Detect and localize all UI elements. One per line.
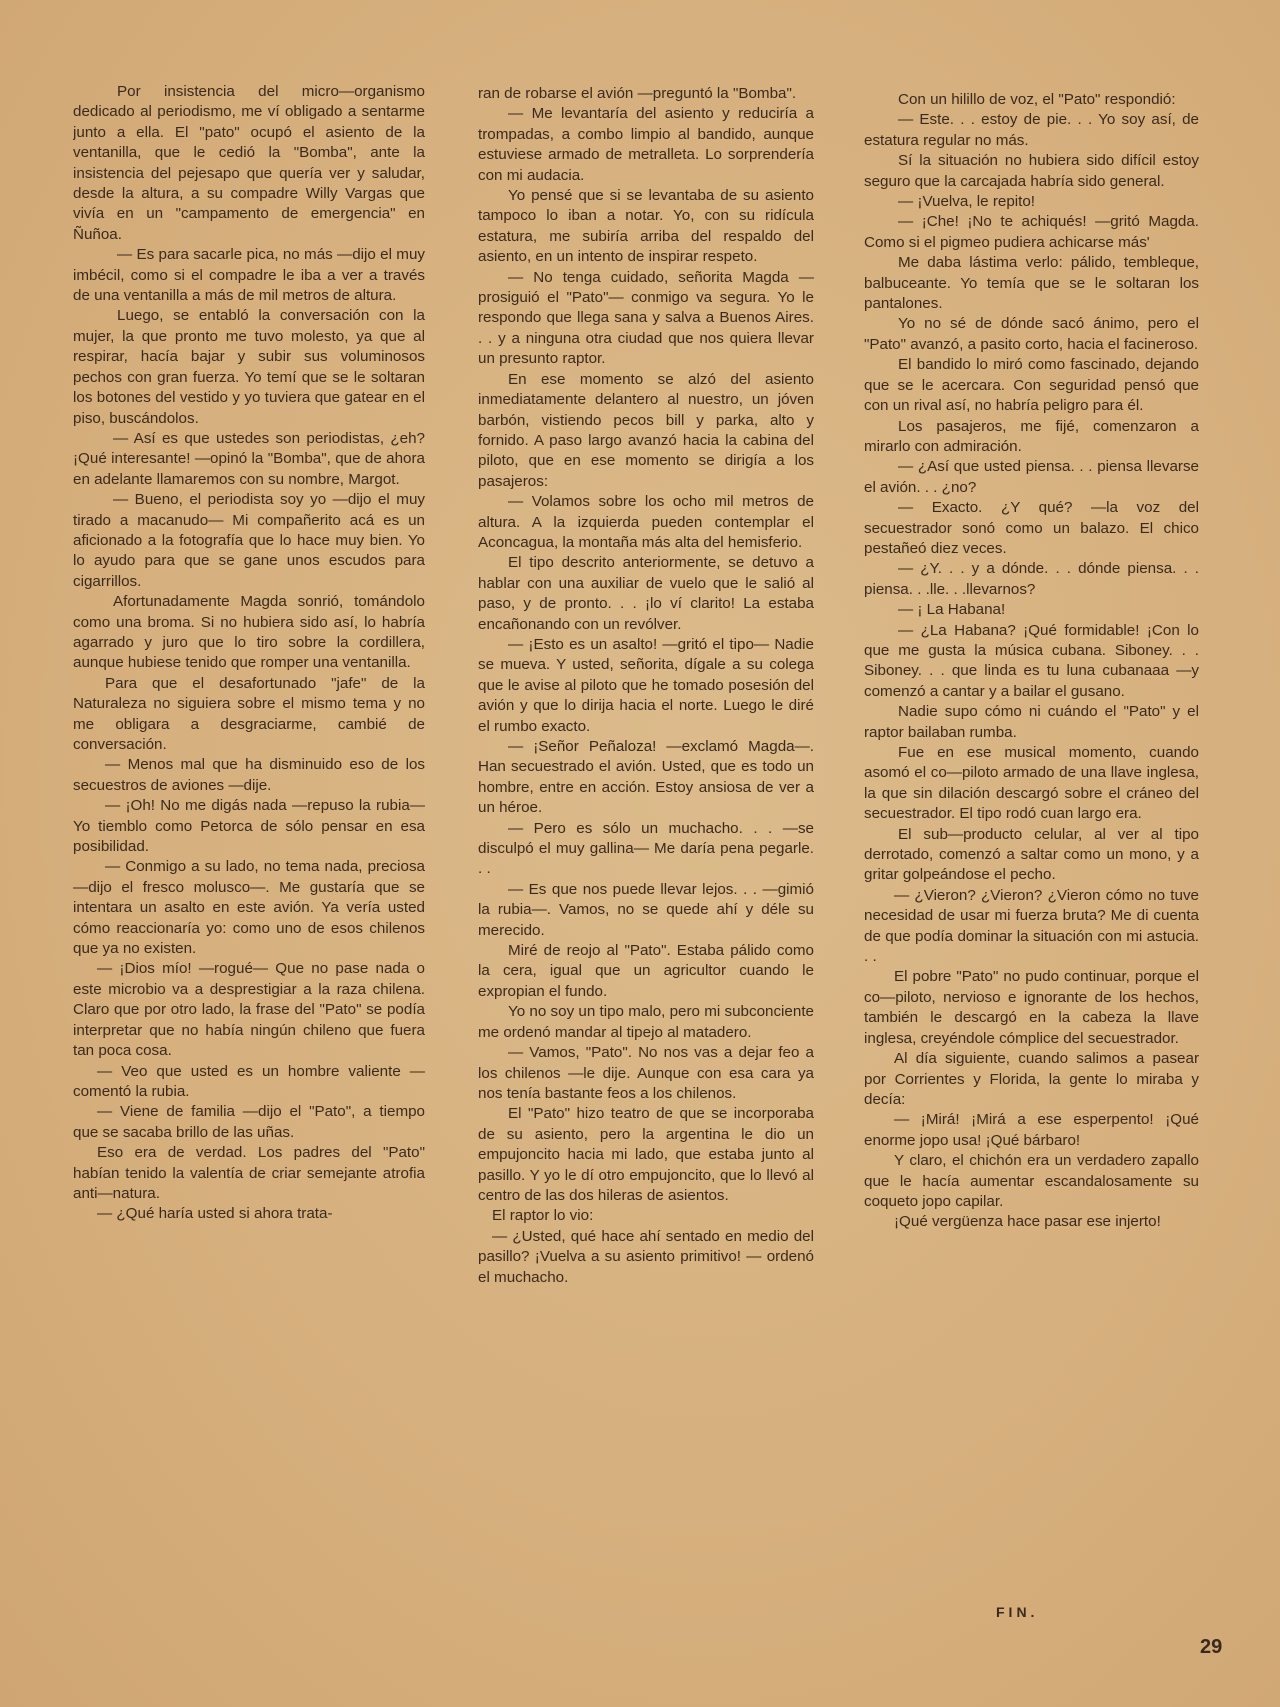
- paragraph: Nadie supo cómo ni cuándo el "Pato" y el raptor bailaban rumba.: [864, 703, 1199, 741]
- paragraph: Con un hilillo de voz, el "Pato" respondió:: [898, 91, 1176, 108]
- paragraph: Para que el desafortunado "jafe" de la Naturaleza no siguiera sobre el mismo tema y no me obligara a desgraciarme, cambié de conversación.: [73, 674, 425, 753]
- paragraph: — ¡Mirá! ¡Mirá a ese esperpento! ¡Qué enorme jopo usa! ¡Qué bárbaro!: [864, 1111, 1199, 1149]
- paragraph: Por insistencia del micro—organismo dedicado al periodismo, me ví obligado a sentarme junto a ella. El "pato" ocupó el asiento de la ventanilla, que le cedió la "Bomba", ante la insistencia del pejesapo que quería ver y saludar, desde la altura, a su compadre Willy Vargas que vivía en un "campamento de emergencia" en Ñuñoa.: [73, 83, 425, 243]
- paragraph: — Exacto. ¿Y qué? —la voz del secuestrador sonó como un balazo. El chico pestañeó diez veces.: [864, 499, 1199, 557]
- paragraph: Afortunadamente Magda sonrió, tomándolo como una broma. Si no hubiera sido así, lo habría agarrado y juro que lo tiro sobre la cordillera, aunque hubiese tenido que romper una ventanilla.: [73, 593, 425, 672]
- paragraph: Eso era de verdad. Los padres del "Pato" habían tenido la valentía de criar semejante atrofia anti—natura.: [73, 1144, 425, 1202]
- paragraph: — Este. . . estoy de pie. . . Yo soy así, de estatura regular no más.: [864, 111, 1199, 149]
- text-column-middle: [478, 84, 814, 1624]
- paragraph: — ¡Señor Peñaloza! —exclamó Magda—. Han secuestrado el avión. Usted, que es todo un hombre, entre en acción. Estoy ansiosa de ver a un héroe.: [478, 738, 814, 817]
- paragraph: — ¡Vuelva, le repito!: [898, 193, 1036, 211]
- paragraph: Me daba lástima verlo: pálido, tembleque, balbuceante. Yo temía que se le soltaran los pantalones.: [864, 254, 1199, 313]
- paragraph: — Veo que usted es un hombre valiente —comentó la rubia.: [73, 1062, 425, 1100]
- paragraph: — ¿La Habana? ¡Qué formidable! ¡Con lo que me gusta la música cubana. Siboney. . . Siboney. . . que linda es tu luna cubanaaa —y comenzó a cantar y a bailar el gusano.: [864, 621, 1199, 700]
- paragraph: Yo no sé de dónde sacó ánimo, pero el "Pato" avanzó, a pasito corto, hacia el facineroso.: [864, 315, 1199, 353]
- paragraph: Fue en ese musical momento, cuando asomó el co—piloto armado de una llave inglesa, la que sin dilación descargó sobre el cráneo del secuestrador. El tipo rodó cuan largo era.: [864, 744, 1199, 823]
- paragraph: Y claro, el chichón era un verdadero zapallo que le hacía aumentar escandalosamente su coqueto jopo capilar.: [864, 1152, 1199, 1210]
- paragraph: — ¡Che! ¡No te achiqués! —gritó Magda. Como si el pigmeo pudiera achicarse más': [864, 213, 1199, 251]
- text-column-left: [73, 82, 425, 1622]
- paragraph: — ¿Así que usted piensa. . . piensa llevarse el avión. . . ¿no?: [864, 458, 1199, 496]
- paragraph: — Vamos, "Pato". No nos vas a dejar feo a los chilenos —le dije. Aunque con esa cara ya nos tenía bastante feos a los chilenos.: [478, 1044, 814, 1102]
- paragraph: — Es para sacarle pica, no más —dijo el muy imbécil, como si el compadre le iba a ver a través de una ventanilla a más de mil metros de altura.: [73, 246, 425, 305]
- paragraph: Luego, se entabló la conversación con la mujer, la que pronto me tuvo molesto, ya que al respirar, hacía bajar y subir sus voluminosos pechos con gran fuerza. Yo temí que se le soltaran los botones del vestido y yo tuviera que gatear en el piso, buscándolos.: [73, 307, 425, 427]
- paragraph: — Así es que ustedes son periodistas, ¿eh? ¡Qué interesante! —opinó la "Bomba", que de ahora en adelante llamaremos con su nombre, Margot.: [73, 429, 425, 488]
- paragraph: En ese momento se alzó del asiento inmediatamente delantero al nuestro, un jóven barbón, vistiendo pecos bill y parka, alto y fornido. A paso largo avanzó hacia la cabina del piloto, que en ese momento se dirigía a los pasajeros:: [478, 370, 814, 490]
- paragraph: — ¿Qué haría usted si ahora trata-: [97, 1205, 333, 1223]
- paragraph: Sí la situación no hubiera sido difícil estoy seguro que la carcajada habría sido general.: [864, 152, 1199, 190]
- paragraph: ran de robarse el avión —preguntó la "Bomba".: [478, 85, 797, 102]
- paragraph: — ¡Dios mío! —rogué— Que no pase nada o este microbio va a desprestigiar a la raza chilena. Claro que por otro lado, la frase del "Pato" se podía interpretar que no había ningún chileno que fuera tan poca cosa.: [73, 960, 425, 1060]
- paragraph: — ¿Usted, qué hace ahí sentado en medio del pasillo? ¡Vuelva a su asiento primitivo! — ordenó el muchacho.: [478, 1227, 814, 1286]
- paragraph: Yo no soy un tipo malo, pero mi subconciente me ordenó mandar al tipejo al matadero.: [478, 1003, 814, 1041]
- end-mark: FIN.: [996, 1604, 1039, 1620]
- paragraph: El raptor lo vio:: [492, 1207, 594, 1225]
- paragraph: El pobre "Pato" no pudo continuar, porque el co—piloto, nervioso e ignorante de los hechos, también le descargó en la cabeza la llave inglesa, creyéndole cómplice del secuestrador.: [864, 968, 1199, 1047]
- paragraph: El sub—producto celular, al ver al tipo derrotado, comenzó a saltar como un mono, y a gritar golpeándose el pecho.: [864, 825, 1199, 884]
- text-column-right: [864, 90, 1199, 1570]
- paragraph: Los pasajeros, me fijé, comenzaron a mirarlo con admiración.: [864, 417, 1199, 455]
- paragraph: — Pero es sólo un muchacho. . . —se disculpó el muy gallina— Me daría pena pegarle. . .: [478, 819, 814, 878]
- paragraph: — ¡ La Habana!: [898, 601, 1006, 619]
- paragraph: — No tenga cuidado, señorita Magda —prosiguió el "Pato"— conmigo va segura. Yo le respondo que llega sana y salva a Buenos Aires. . . y a ninguna otra ciudad que nos quiera llevar un presunto raptor.: [478, 268, 814, 368]
- paragraph: El tipo descrito anteriormente, se detuvo a hablar con una auxiliar de vuelo que le salió al paso, y de pronto. . . ¡lo ví clarito! La estaba encañonando con un revólver.: [478, 554, 814, 633]
- paragraph: El bandido lo miró como fascinado, dejando que se le acercara. Con seguridad pensó que con un rival así, no habría peligro para él.: [864, 356, 1199, 415]
- paragraph: — Menos mal que ha disminuido eso de los secuestros de aviones —dije.: [73, 756, 425, 794]
- paragraph: — Bueno, el periodista soy yo —dijo el muy tirado a macanudo— Mi compañerito acá es un aficionado a la fotografía que lo hace muy bien. Yo lo ayudo para que se gane unos escudos para cigarrillos.: [73, 491, 425, 590]
- paragraph: — ¿Vieron? ¿Vieron? ¿Vieron cómo no tuve necesidad de usar mi fuerza bruta? Me di cuenta de que podía dominar la situación con mi astucia. . .: [864, 886, 1199, 966]
- paragraph: ¡Qué vergüenza hace pasar ese injerto!: [894, 1213, 1161, 1231]
- paragraph: Al día siguiente, cuando salimos a pasear por Corrientes y Florida, la gente lo miraba y decía:: [864, 1050, 1199, 1108]
- paragraph: Yo pensé que si se levantaba de su asiento tampoco lo iban a notar. Yo, con su ridícula estatura, me subiría arriba del respaldo del asiento, en un intento de inspirar respeto.: [478, 187, 814, 266]
- paragraph: — Me levantaría del asiento y reduciría a trompadas, a combo limpio al bandido, aunque estuviese armado de metralleta. Lo sorprendería con mi audacia.: [478, 105, 814, 184]
- paragraph: — Viene de familia —dijo el "Pato", a tiempo que se sacaba brillo de las uñas.: [73, 1103, 425, 1141]
- paragraph: — Es que nos puede llevar lejos. . . —gimió la rubia—. Vamos, no se quede ahí y déle su merecido.: [478, 880, 814, 939]
- paragraph: — ¡Esto es un asalto! —gritó el tipo— Nadie se mueva. Y usted, señorita, dígale a su colega que le avise al piloto que he tomado posesión del avión y que lo dirija hacia el norte. Luego le diré el rumbo exacto.: [478, 635, 814, 735]
- page-number: 29: [1200, 1636, 1223, 1658]
- paragraph: El "Pato" hizo teatro de que se incorporaba de su asiento, pero la argentina le dio un empujoncito hacia mi lado, que estaba junto al pasillo. Y yo le dí otro empujoncito, que lo llevó al centro de las dos hileras de asientos.: [478, 1105, 814, 1204]
- paragraph: — ¡Oh! No me digás nada —repuso la rubia— Yo tiemblo como Petorca de sólo pensar en esa posibilidad.: [73, 797, 425, 856]
- paragraph: Miré de reojo al "Pato". Estaba pálido como la cera, igual que un agricultor cuando le expropian el fundo.: [478, 942, 814, 1000]
- paragraph: — Conmigo a su lado, no tema nada, preciosa —dijo el fresco molusco—. Me gustaría que se intentara un asalto en este avión. Ya vería usted cómo reaccionaría yo: como uno de esos chilenos que ya no existen.: [73, 858, 425, 958]
- paragraph: — Volamos sobre los ocho mil metros de altura. A la izquierda pueden contemplar el Aconcagua, la montaña más alta del hemisferio.: [478, 493, 814, 551]
- paragraph: — ¿Y. . . y a dónde. . . dónde piensa. . . piensa. . .lle. . .llevarnos?: [864, 560, 1199, 598]
